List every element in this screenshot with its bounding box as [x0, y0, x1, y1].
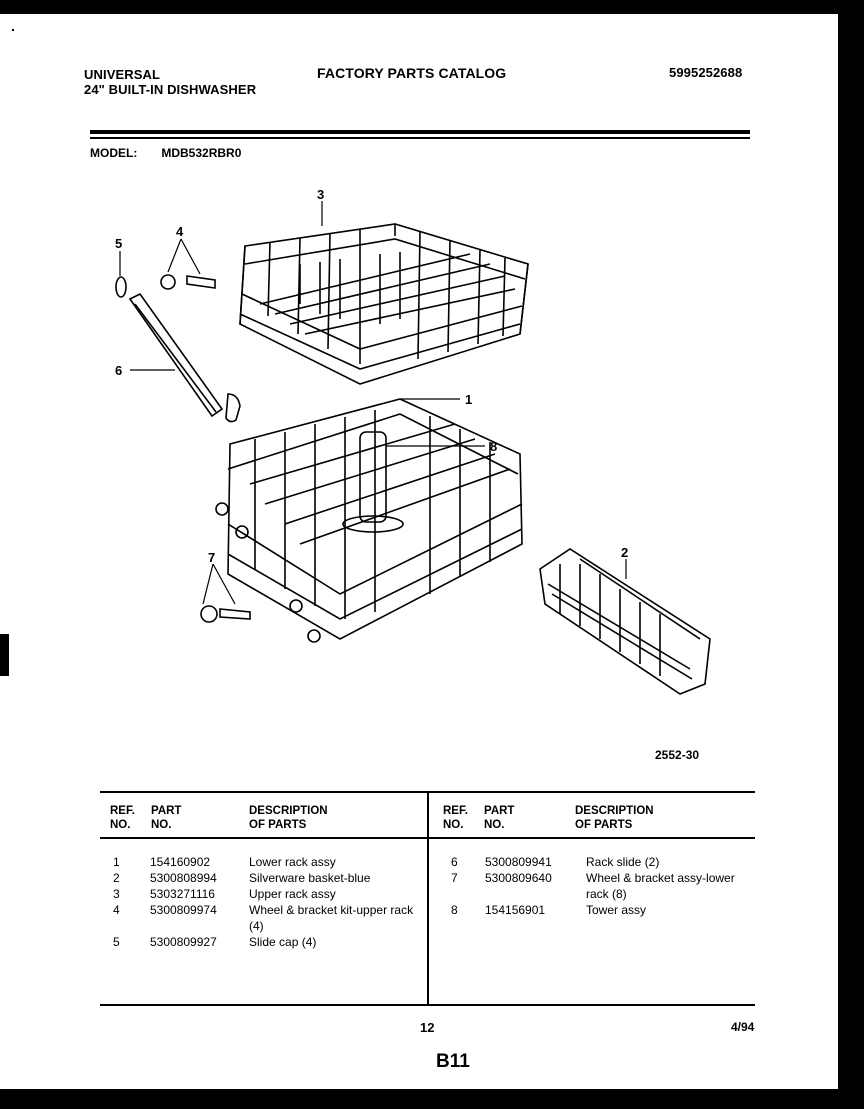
silverware-basket-illustration	[540, 549, 710, 694]
header-product-block	[84, 67, 256, 97]
scan-edge-mark	[0, 634, 9, 676]
rack-slide-illustration	[130, 294, 240, 422]
exploded-parts-diagram	[95, 179, 735, 739]
upper-wheel-illustration	[161, 275, 175, 289]
callout-2: 2	[621, 545, 629, 560]
lower-wheel-illustration	[201, 606, 217, 622]
catalog-number: 5995252688	[669, 65, 743, 80]
callout-8: 8	[490, 439, 498, 454]
slide-cap-illustration	[116, 277, 126, 297]
model-label: MODEL:	[90, 146, 138, 160]
callout-6: 6	[115, 363, 123, 378]
upper-rack-illustration	[240, 224, 528, 384]
lower-rack-illustration	[216, 399, 522, 642]
figure-code: 2552-30	[655, 748, 700, 762]
col-header-desc-left: DESCRIPTION OF PARTS	[249, 805, 328, 831]
col-header-desc-right: DESCRIPTION OF PARTS	[575, 805, 654, 831]
model-number: MDB532RBR0	[161, 146, 242, 160]
table-column-divider	[427, 792, 429, 1005]
catalog-page: UNIVERSAL 24" BUILT-IN DISHWASHER FACTORY PARTS CATALOG 5995252688 MODEL: MDB532RBR0 3 4 5 6 1 8 2 7 2552-30 REF. NO. PART NO. DESCRIPTION OF PARTS REF. NO. PART NO. DESCRIPTION OF PARTS 1 154160902 Lower rack assy 2 5300808994 Silverware basket-blue 3 5303271116 Upper rack assy 4 5300809974 Wheel & bracket kit-upper rack (4) 5 5300809927 Slide cap (4) 6 5300809941 Rack slide (2) 7 5300809640 Wheel & bracket assy-lower rack (8) 8 154156901 Tower assy 12 4/94 B11	[0, 14, 838, 1089]
revision-date: 4/94	[731, 1020, 755, 1034]
callout-1: 1	[465, 392, 473, 407]
upper-bracket-illustration	[187, 276, 215, 288]
page-number: 12	[420, 1020, 435, 1035]
header-rule-thick	[90, 130, 750, 134]
product-name: 24" BUILT-IN DISHWASHER	[84, 82, 257, 97]
model-line	[90, 146, 241, 160]
col-header-part-left: PART NO.	[151, 805, 182, 831]
brand-name: UNIVERSAL	[84, 67, 161, 82]
callout-3: 3	[317, 187, 325, 202]
col-header-part-right: PART NO.	[484, 805, 515, 831]
callout-5: 5	[115, 236, 123, 251]
callout-7: 7	[208, 550, 216, 565]
catalog-title: FACTORY PARTS CATALOG	[317, 65, 507, 81]
scan-speck	[12, 29, 14, 31]
lower-bracket-illustration	[220, 609, 250, 619]
col-header-ref-right: REF. NO.	[443, 805, 468, 831]
header-rule-thin	[90, 137, 750, 139]
section-code: B11	[436, 1051, 470, 1072]
callout-4: 4	[176, 224, 184, 239]
col-header-ref-left: REF. NO.	[110, 805, 135, 831]
